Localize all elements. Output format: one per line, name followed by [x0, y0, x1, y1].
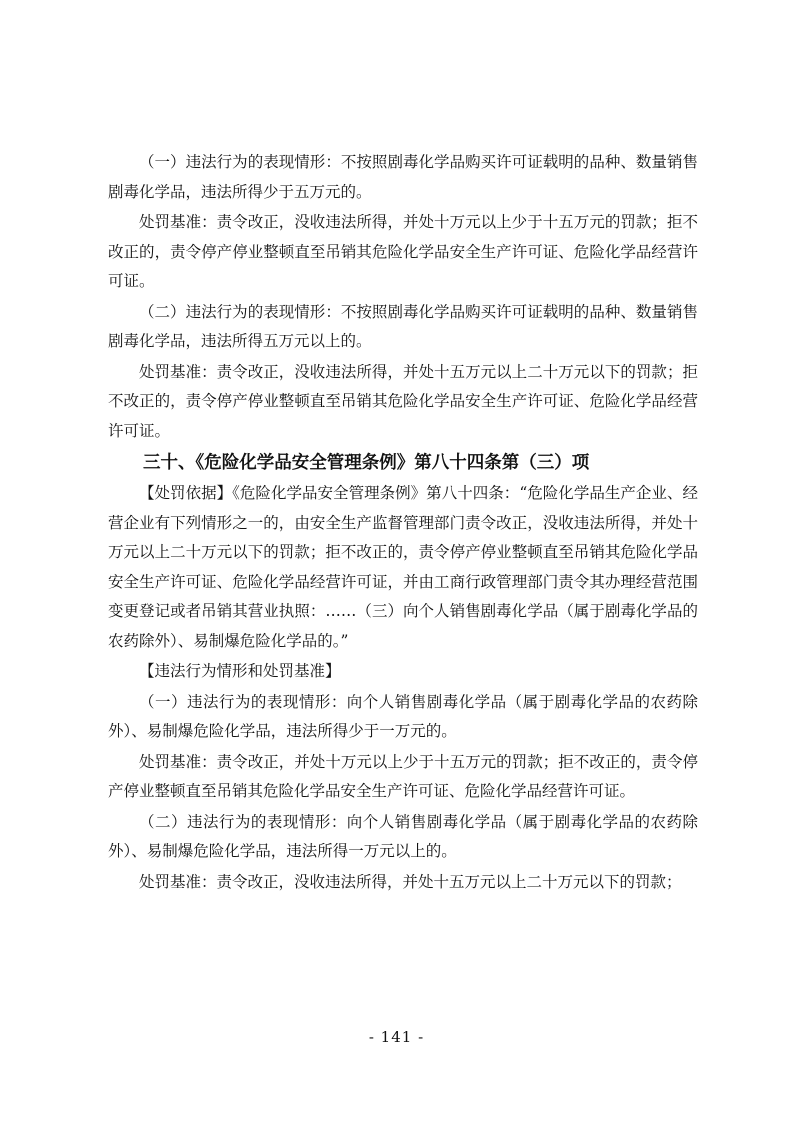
paragraph-penalty-1: 处罚基准：责令改正，没收违法所得，并处十万元以上少于十五万元的罚款；拒不改正的，责令停产停业整顿直至吊销其危险化学品安全生产许可证、危险化学品经营许可证。	[108, 213, 698, 290]
page-body	[108, 148, 698, 898]
paragraph-violation-3: （一）违法行为的表现情形：向个人销售剧毒化学品（属于剧毒化学品的农药除外）、易制爆危险化学品，违法所得少于一万元的。	[108, 692, 698, 740]
paragraph-penalty-4: 处罚基准：责令改正，没收违法所得，并处十五万元以上二十万元以下的罚款；	[139, 872, 682, 891]
paragraph-violation-2: （二）违法行为的表现情形：不按照剧毒化学品购买许可证载明的品种、数量销售剧毒化学品，违法所得五万元以上的。	[108, 302, 698, 350]
paragraph-penalty-3: 处罚基准：责令改正，并处十万元以上少于十五万元的罚款；拒不改正的，责令停产停业整顿直至吊销其危险化学品安全生产许可证、危险化学品经营许可证。	[108, 752, 698, 800]
paragraph-legal-basis: 【处罚依据】《危险化学品安全管理条例》第八十四条：“危险化学品生产企业、经营企业有下列情形之一的，由安全生产监督管理部门责令改正，没收违法所得，并处十万元以上二十万元以下的罚款；拒不改正的，责令停产停业整顿直至吊销其危险化学品安全生产许可证、危险化学品经营许可证，并由工商行政管理部门责令其办理经营范围变更登记或者吊销其营业执照：……（三）向个人销售剧毒化学品（属于剧毒化学品的农药除外）、易制爆危险化学品的。”	[108, 484, 698, 650]
page-number: - 141 -	[368, 1028, 425, 1046]
paragraph-violation-4: （二）违法行为的表现情形：向个人销售剧毒化学品（属于剧毒化学品的农药除外）、易制爆危险化学品，违法所得一万元以上的。	[108, 812, 698, 860]
paragraph-penalty-2: 处罚基准：责令改正，没收违法所得，并处十五万元以上二十万元以下的罚款；拒不改正的，责令停产停业整顿直至吊销其危险化学品安全生产许可证、危险化学品经营许可证。	[108, 362, 698, 440]
paragraph-subheading: 【违法行为情形和处罚基准】	[139, 662, 341, 680]
paragraph-violation-1: （一）违法行为的表现情形：不按照剧毒化学品购买许可证载明的品种、数量销售剧毒化学品，违法所得少于五万元的。	[108, 153, 698, 201]
section-heading: 三十、《危险化学品安全管理条例》第八十四条第（三）项	[143, 453, 590, 473]
